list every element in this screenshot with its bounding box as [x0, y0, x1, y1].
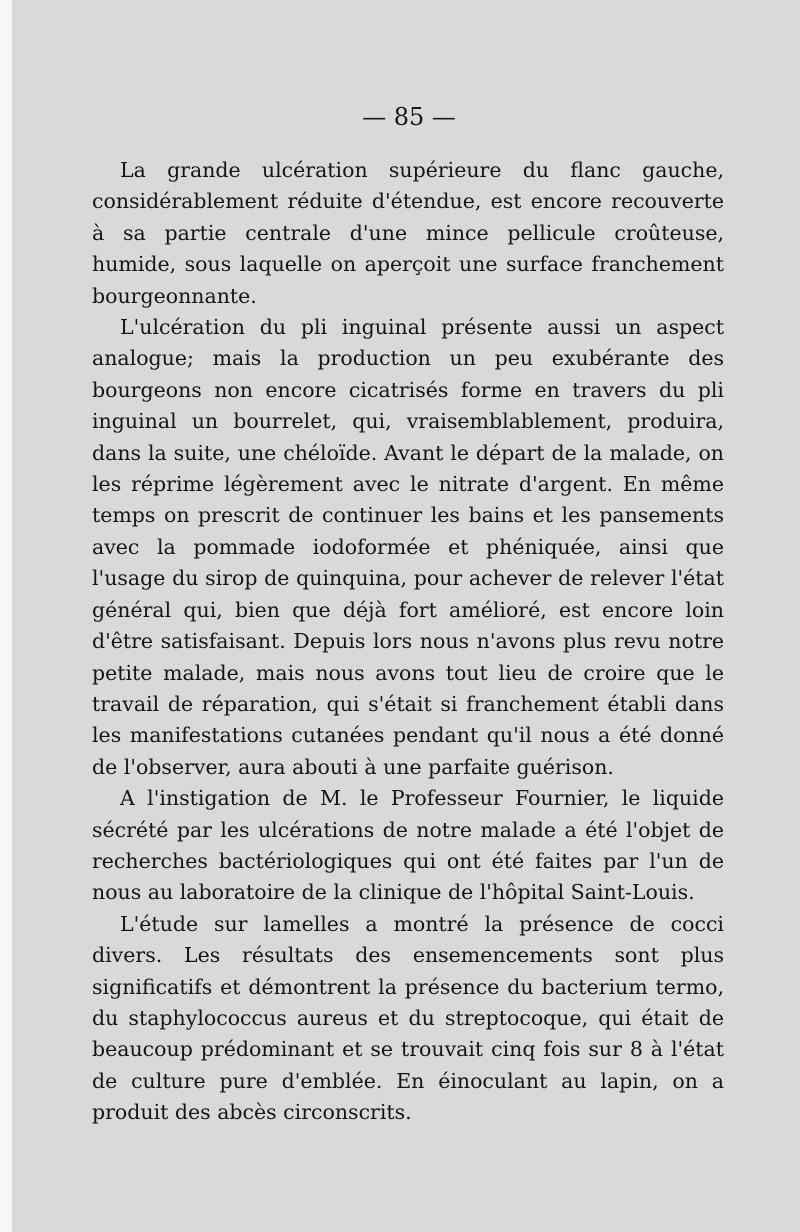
paragraph-4: L'étude sur lamelles a montré la présence de cocci divers. Les résultats des ensemencements sont plus significatifs et démontrent la présence du bacterium termo, du staphylococcus aureus et du streptocoque, qui était de beaucoup prédominant et se trouvait cinq fois sur 8 à l'état de culture pure d'emblée. En éinoculant au lapin, on a produit des abcès circonscrits. — [92, 911, 724, 1125]
paragraph-1: La grande ulcération supérieure du flanc gauche, considérablement réduite d'étendue, est encore recouverte à sa partie centrale d'une mince pellicule croûteuse, humide, sous laquelle on aperçoit une surface franchement bourgeonnante. — [92, 158, 724, 308]
scan-margin — [0, 0, 12, 1232]
body-text — [92, 155, 724, 1129]
page-surface — [12, 0, 800, 1232]
paragraph-3: A l'instigation de M. le Professeur Fournier, le liquide sécrété par les ulcérations de notre malade a été l'objet de recherches bactériologiques qui ont été faites par l'un de nous au laboratoire de la clinique de l'hôpital Saint-Louis. — [92, 786, 724, 905]
page-number: — 85 — — [362, 103, 456, 131]
paragraph-2: L'ulcération du pli inguinal présente aussi un aspect analogue; mais la production un peu exubérante des bourgeons non encore cicatrisés forme en travers du pli inguinal un bourrelet, qui, vraisemblablement, produira, dans la suite, une chéloïde. Avant le départ de la malade, on les réprime légèrement avec le nitrate d'argent. En même temps on prescrit de continuer les bains et les pansements avec la pommade iodoformée et phéniquée, ainsi que l'usage du sirop de quinquina, pour achever de relever l'état général qui, bien que déjà fort amélioré, est encore loin d'être satisfaisant. Depuis lors nous n'avons plus revu notre petite malade, mais nous avons tout lieu de croire que le travail de réparation, qui s'était si franchement établi dans les manifestations cutanées pendant qu'il nous a été donné de l'observer, aura abouti à une parfaite guérison. — [92, 315, 724, 779]
